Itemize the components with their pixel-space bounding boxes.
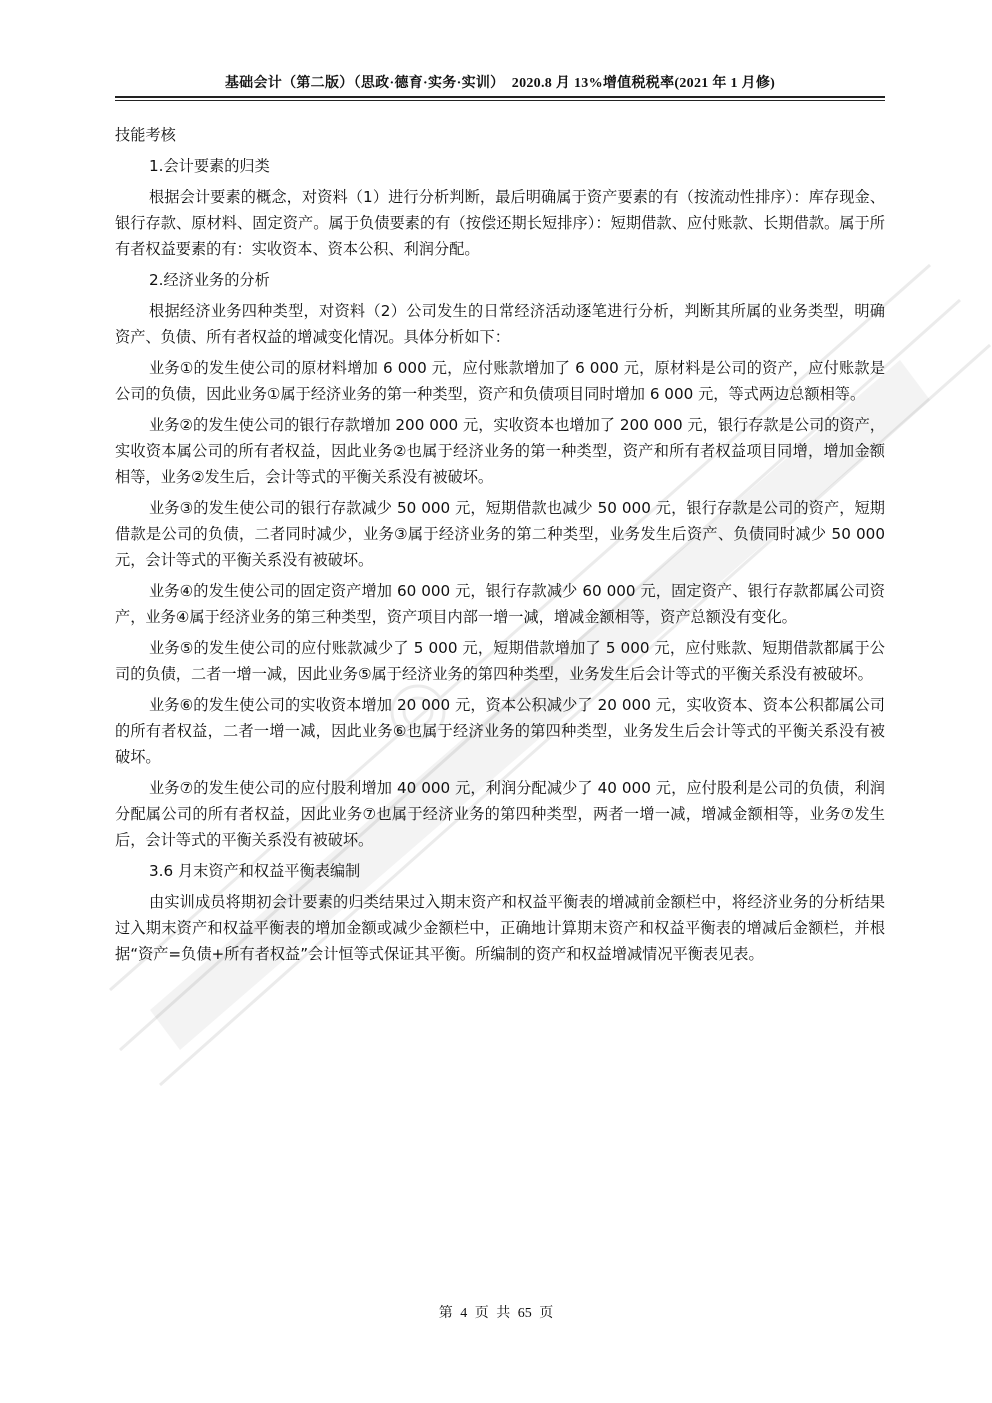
document-body [115, 122, 885, 967]
paragraph-business-7: 业务⑦的发生使公司的应付股利增加 40 000 元，利润分配减少了 40 000 元，应付股利是公司的负债，利润分配属公司的所有者权益，因此业务⑦也属于经济业务的第四种类型，两者一增一减，增减金额相等，业务⑦发生后，会计等式的平衡关系没有被破坏。 [115, 779, 885, 849]
paragraph-business-5: 业务⑤的发生使公司的应付账款减少了 5 000 元，短期借款增加了 5 000 元，应付账款、短期借款都属于公司的负债，二者一增一减，因此业务⑤属于经济业务的第四种类型，业务发生后会计等式的平衡关系没有被破坏。 [115, 639, 885, 683]
subheading-3: 3.6 月末资产和权益平衡表编制 [149, 862, 361, 880]
header-rule-thin [115, 100, 885, 101]
section-title: 技能考核 [115, 126, 176, 144]
paragraph-business-6: 业务⑥的发生使公司的实收资本增加 20 000 元，资本公积减少了 20 000 元，实收资本、资本公积都属公司的所有者权益，二者一增一减，因此业务⑥也属于经济业务的第四种类型，业务发生后会计等式的平衡关系没有被破坏。 [115, 696, 885, 766]
header-rule-thick [115, 96, 885, 98]
paragraph-balance-sheet: 由实训成员将期初会计要素的归类结果过入期末资产和权益平衡表的增减前金额栏中，将经济业务的分析结果过入期末资产和权益平衡表的增加金额或减少金额栏中，正确地计算期末资产和权益平衡表的增减后金额栏，并根据“资产=负债+所有者权益”会计恒等式保证其平衡。所编制的资产和权益增减情况平衡表见表。 [115, 893, 885, 963]
paragraph-business-1: 业务①的发生使公司的原材料增加 6 000 元，应付账款增加了 6 000 元，原材料是公司的资产，应付账款是公司的负债，因此业务①属于经济业务的第一种类型，资产和负债项目同时增加 6 000 元，等式两边总额相等。 [115, 359, 885, 403]
subheading-2: 2.经济业务的分析 [149, 271, 270, 289]
running-header: 基础会计（第二版）（思政·德育·实务·实训） 2020.8 月 13%增值税税率(2021 年 1 月修) [224, 76, 776, 91]
paragraph-business-4: 业务④的发生使公司的固定资产增加 60 000 元，银行存款减少 60 000 元，固定资产、银行存款都属公司资产，业务④属于经济业务的第三种类型，资产项目内部一增一减，增减金额相等，资产总额没有变化。 [115, 582, 885, 626]
paragraph-business-intro: 根据经济业务四种类型，对资料（2）公司发生的日常经济活动逐笔进行分析，判断其所属的业务类型，明确资产、负债、所有者权益的增减变化情况。具体分析如下： [115, 302, 885, 346]
paragraph-element-classification: 根据会计要素的概念，对资料（1）进行分析判断，最后明确属于资产要素的有（按流动性排序）：库存现金、银行存款、原材料、固定资产。属于负债要素的有（按偿还期长短排序）：短期借款、应付账款、长期借款。属于所有者权益要素的有：实收资本、资本公积、利润分配。 [115, 188, 885, 258]
paragraph-business-3: 业务③的发生使公司的银行存款减少 50 000 元，短期借款也减少 50 000 元，银行存款是公司的资产，短期借款是公司的负债，二者同时减少，业务③属于经济业务的第二种类型，业务发生后资产、负债同时减少 50 000 元，会计等式的平衡关系没有被破坏。 [115, 499, 885, 569]
paragraph-business-2: 业务②的发生使公司的银行存款增加 200 000 元，实收资本也增加了 200 000 元，银行存款是公司的资产，实收资本属公司的所有者权益，因此业务②也属于经济业务的第一种类型，资产和所有者权益项目同增，增加金额相等，业务②发生后，会计等式的平衡关系没有被破坏。 [115, 416, 885, 486]
subheading-1: 1.会计要素的归类 [149, 157, 270, 175]
page-number: 第 4 页 共 65 页 [438, 1306, 554, 1321]
